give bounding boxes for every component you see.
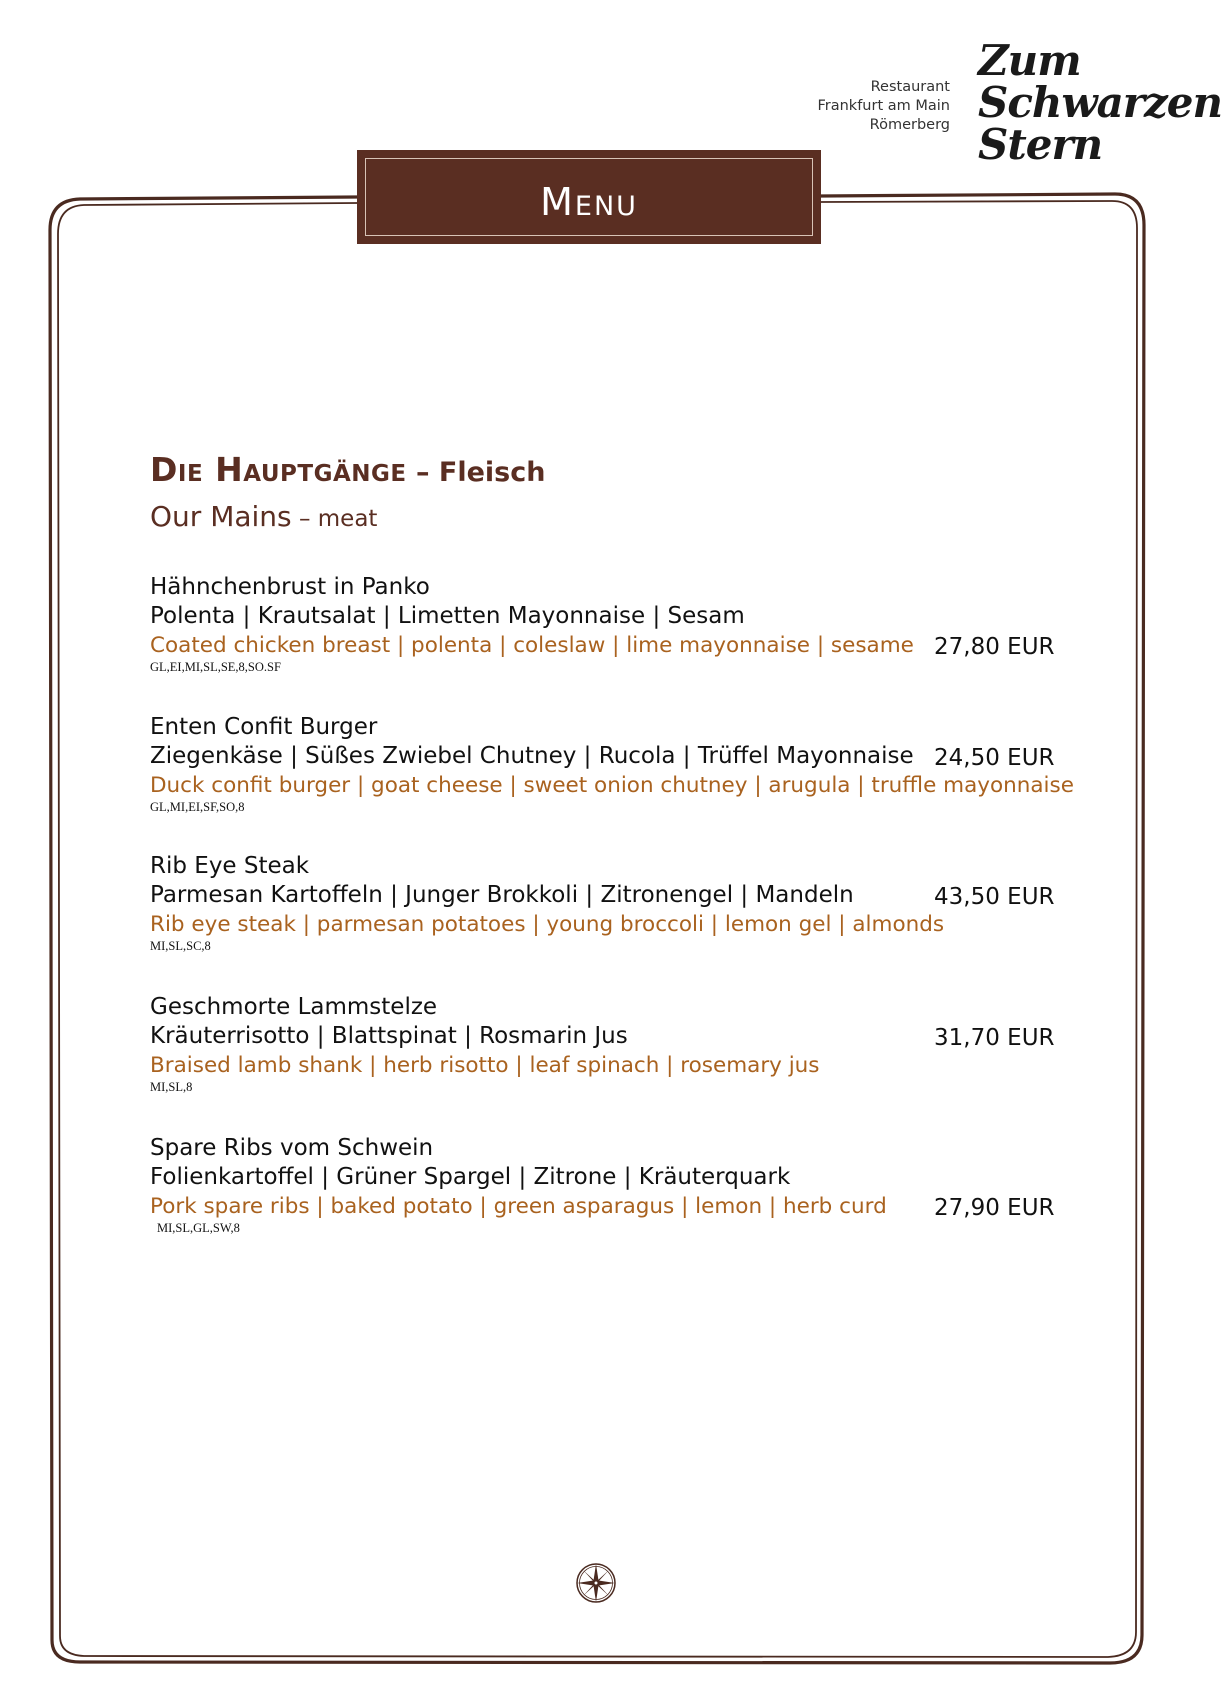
restaurant-line: Restaurant (870, 79, 950, 95)
restaurant-address (817, 78, 950, 135)
dish-price: 43,50 EUR (934, 884, 1055, 910)
dish-allergens: GL,MI,EI,SF,SO,8 (150, 800, 245, 814)
dish-sides-de: Kräuterrisotto | Blattspinat | Rosmarin Jus (150, 1023, 628, 1049)
dish-sides-de: Folienkartoffel | Grüner Spargel | Zitrone | Kräuterquark (150, 1164, 791, 1190)
dish-name: Rib Eye Steak (150, 853, 310, 879)
dish-item (150, 573, 1050, 674)
compass-rose-icon (575, 1562, 617, 1604)
dish-item (150, 1134, 1050, 1235)
dish-allergens: GL,EI,MI,SL,SE,8,SO.SF (150, 660, 281, 674)
dish-desc-en: Rib eye steak | parmesan potatoes | young broccoli | lemon gel | almonds (150, 912, 945, 937)
dish-item (150, 713, 1074, 814)
dish-price: 27,90 EUR (934, 1195, 1055, 1221)
location-line: Römerberg (869, 117, 950, 133)
dish-desc-en: Braised lamb shank | herb risotto | leaf spinach | rosemary jus (150, 1053, 820, 1078)
dish-name: Geschmorte Lammstelze (150, 994, 438, 1020)
dish-item (150, 852, 1050, 953)
dish-desc-en: Coated chicken breast | polenta | coleslaw | lime mayonnaise | sesame (150, 633, 914, 658)
dish-desc-en: Duck confit burger | goat cheese | sweet onion chutney | arugula | truffle mayonnaise (150, 773, 1074, 798)
city-line: Frankfurt am Main (817, 98, 950, 114)
dish-item (150, 993, 1050, 1094)
section-title-main: Die Hauptgänge (150, 450, 407, 489)
restaurant-logo (978, 36, 1222, 169)
dish-sides-de: Parmesan Kartoffeln | Junger Brokkoli | Zitronengel | Mandeln (150, 882, 854, 908)
menu-banner (357, 150, 821, 244)
menu-title: Menu (540, 180, 638, 224)
logo-line: Schwarzen (978, 78, 1222, 127)
logo-line: Zum (978, 36, 1081, 85)
dish-desc-en: Pork spare ribs | baked potato | green asparagus | lemon | herb curd (150, 1194, 887, 1219)
dish-sides-de: Ziegenkäse | Süßes Zwiebel Chutney | Rucola | Trüffel Mayonnaise (150, 743, 914, 769)
logo-line: Stern (978, 120, 1103, 169)
dish-name: Hähnchenbrust in Panko (150, 574, 430, 600)
dish-price: 27,80 EUR (934, 634, 1055, 660)
dish-allergens: MI,SL,8 (150, 1080, 193, 1094)
dish-price: 24,50 EUR (934, 745, 1055, 771)
section-title-sub: – Fleisch (406, 457, 546, 488)
dish-allergens: MI,SL,GL,SW,8 (157, 1221, 240, 1235)
section-subtitle-sub: – meat (291, 506, 378, 532)
section-subtitle-main: Our Mains (150, 500, 292, 533)
dish-allergens: MI,SL,SC,8 (150, 939, 211, 953)
dish-sides-de: Polenta | Krautsalat | Limetten Mayonnaise | Sesam (150, 603, 745, 629)
section-subtitle (150, 500, 377, 533)
dish-price: 31,70 EUR (934, 1025, 1055, 1051)
dish-name: Enten Confit Burger (150, 714, 378, 740)
dish-name: Spare Ribs vom Schwein (150, 1135, 434, 1161)
section-title (150, 450, 545, 489)
